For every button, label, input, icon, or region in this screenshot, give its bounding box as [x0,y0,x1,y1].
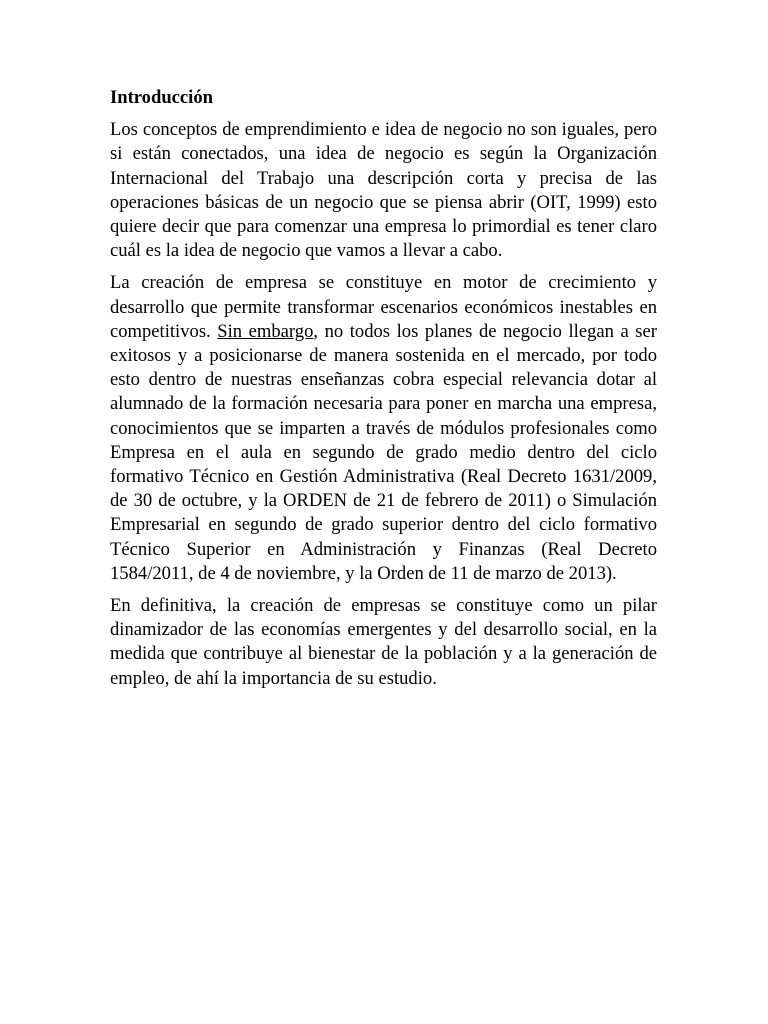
section-heading: Introducción [110,87,213,108]
paragraph-1 [110,118,657,263]
underlined-phrase: Sin embargo [217,320,314,342]
paragraph-3 [110,594,657,691]
paragraph-2-text-before: La creación de empresa se constituye en motor de crecimiento y desarrollo que permite transformar escenarios económicos inestables en competitivos. [110,272,657,342]
document-body [110,86,657,699]
paragraph-2-text-after: , no todos los planes de negocio llegan a ser exitosos y a posicionarse de manera sostenida en el mercado, por todo esto dentro de nuestras enseñanzas cobra especial relevancia dotar al alumnado de la formación necesaria para poner en marcha una empresa, conocimientos que se imparten a través de módulos profesionales como Empresa en el aula en segundo de grado medio dentro del ciclo formativo Técnico en Gestión Administrativa (Real Decreto 1631/2009, de 30 de octubre, y la ORDEN de 21 de febrero de 2011) o Simulación Empresarial en segundo de grado superior dentro del ciclo formativo Técnico Superior en Administración y Finanzas (Real Decreto 1584/2011, de 4 de noviembre, y la Orden de 11 de marzo de 2013). [110,320,657,584]
paragraph-2 [110,271,657,586]
paragraph-1-text: Los conceptos de emprendimiento e idea de negocio no son iguales, pero si están conectados, una idea de negocio es según la Organización Internacional del Trabajo una descripción corta y precisa de las operaciones básicas de un negocio que se piensa abrir (OIT, 1999) esto quiere decir que para comenzar una empresa lo primordial es tener claro cuál es la idea de negocio que vamos a llevar a cabo. [110,119,657,262]
paragraph-3-text: En definitiva, la creación de empresas se constituye como un pilar dinamizador de las economías emergentes y del desarrollo social, en la medida que contribuye al bienestar de la población y a la generación de empleo, de ahí la importancia de su estudio. [110,595,657,689]
